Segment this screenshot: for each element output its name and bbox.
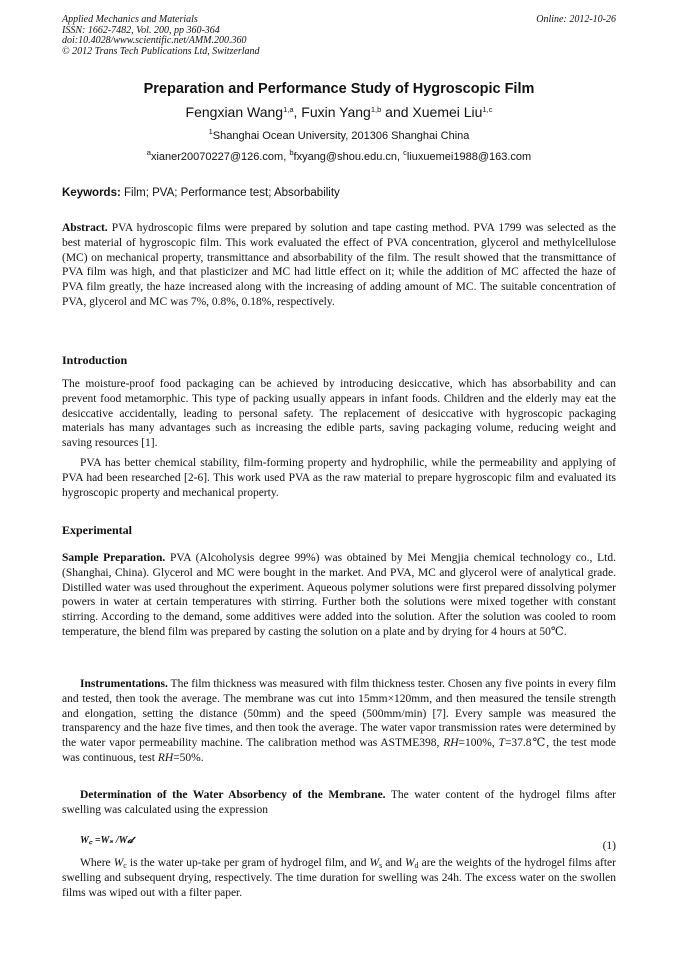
issn-line: ISSN: 1662-7482, Vol. 200, pp 360-364: [62, 24, 220, 36]
copyright-line: © 2012 Trans Tech Publications Ltd, Switzerland: [62, 45, 260, 57]
section-heading-introduction: Introduction: [62, 353, 128, 367]
sample-preparation-text: PVA (Alcoholysis degree 99%) was obtained by Mei Mengjia chemical technology co., Ltd. (Shanghai, China). Glycerol and MC were bought in the market. And PVA, MC and glycerol were of analytical grade. Distilled water was used throughout the experiment. Aqueous polymer solutions were first prepared dissolving polymer powers in water at certain temperatures with stirring. Further both the solutions were mixed together with constant stirring. According to the demand, some additives were added into the solution. After the solution was cooled to room temperature, the blend film was prepared by casting the solution on a plate and by drying for 4 hours at 50℃.: [62, 552, 616, 638]
journal-name: Applied Mechanics and Materials: [62, 14, 198, 25]
wd-subscript: d: [414, 861, 419, 870]
author-separator: and: [381, 104, 413, 120]
wc-subscript: c: [123, 861, 127, 870]
email-mark: c: [403, 148, 407, 157]
water-absorbency-label: Determination of the Water Absorbency of the Membrane.: [80, 789, 386, 801]
author-affil-mark: 1,b: [370, 105, 382, 114]
author-name: Fengxian Wang: [185, 104, 284, 120]
t-symbol: T: [498, 737, 505, 750]
ws-symbol: W: [369, 857, 380, 869]
email-separator: ,: [397, 151, 404, 163]
instrumentations-paragraph: [62, 677, 616, 766]
rh-symbol: RH: [443, 737, 459, 750]
email-list: [62, 148, 616, 163]
doi-line: doi:10.4028/www.scientific.net/AMM.200.360: [62, 35, 247, 46]
water-absorbency-paragraph: [62, 788, 616, 818]
equation-number: (1): [602, 840, 616, 852]
abstract-text: PVA hydroscopic films were prepared by solution and tape casting method. PVA 1799 was selected as the best material of hygroscopic film. This work evaluated the effect of PVA concentration, glycerol and methylcellulose (MC) on mechanical property, transmittance and absorbability of the film. The result showed that the transmittance of PVA film was high, and that plasticizer and MC had little effect on it; while the addition of MC affected the haze of PVA film greatly, the haze increased along with the increasing of adding amount of MC. The suitable concentration of PVA, glycerol and MC was 7%, 0.8%, 0.18%, respectively.: [62, 222, 616, 308]
keywords-label: Keywords:: [62, 187, 121, 199]
explanation-text: Where: [80, 857, 114, 869]
author-separator: ,: [293, 104, 302, 120]
instrumentations-text: =50%.: [173, 751, 204, 764]
explanation-text: is the water up-take per gram of hydrogel film, and: [126, 857, 370, 869]
affiliation: [62, 127, 616, 142]
instrumentations-label: Instrumentations.: [80, 678, 168, 690]
instrumentations-text: =100%,: [458, 737, 499, 750]
running-header: [62, 15, 616, 57]
intro-paragraph-2: PVA has better chemical stability, film-forming property and hydrophilic, while the permeability and applying of PVA had been researched [2-6]. This work used PVA as the raw material to prepare hygroscopic film and evaluated its hygroscopic property and mechanical property.: [62, 457, 616, 499]
online-date: Online: 2012-10-26: [536, 14, 616, 25]
instrumentations-text: The film thickness was measured with film thickness tester. Chosen any five points in every film and tested, then took the average. The membrane was cut into 15mm×120mm, and then measured the tensile strength and elongation, setting the distance (50mm) and the speed (500mm/min) [7]. Every sample was measured the transparency and the haze five times, and then took the average. The water vapor transmission rates were determined by the water vapor permeability machine. The calibration method was ASTME398,: [62, 678, 616, 750]
rh-symbol: RH: [157, 751, 174, 764]
wd-symbol: W: [404, 857, 415, 869]
explanation-text: and: [382, 857, 405, 869]
instrumentations-text: =37.8℃, the test mode was continuous, test: [62, 737, 617, 764]
sample-preparation-paragraph: [62, 551, 616, 640]
email-mark: a: [146, 148, 151, 157]
email-link[interactable]: liuxuemei1988@163.com: [406, 151, 532, 163]
affiliation-mark: 1: [208, 127, 213, 136]
keywords-text: Film; PVA; Performance test; Absorbability: [120, 187, 340, 199]
intro-paragraph-1: The moisture-proof food packaging can be achieved by introducing desiccative, which has absorbability and can prevent food metamorphic. This type of packing usually appears in infant foods. Children and the elderly may eat the desiccative accidentally, leading to personal safety. The replacement of desiccative with hygroscopic packaging materials has many advantages such as increasing the edible parts, saving packaging volume, reducing weight and saving resources [1].: [62, 378, 616, 450]
equation-1: W꜀ =Wₛ /W𝒹: [80, 835, 133, 846]
email-link[interactable]: fxyang@shou.edu.cn: [293, 151, 398, 163]
wc-symbol: W: [113, 857, 124, 869]
email-link[interactable]: xianer20070227@126.com: [150, 151, 284, 163]
paper-title: Preparation and Performance Study of Hygroscopic Film: [143, 81, 535, 97]
abstract-label: Abstract.: [62, 222, 108, 234]
email-separator: ,: [283, 151, 290, 163]
author-affil-mark: 1,c: [482, 105, 493, 114]
author-name: Fuxin Yang: [301, 104, 371, 120]
water-absorbency-text: The water content of the hydrogel films after swelling was calculated using the expression: [62, 789, 616, 816]
ws-subscript: s: [379, 861, 383, 870]
section-heading-experimental: Experimental: [62, 523, 132, 537]
equation-explanation-paragraph: [62, 856, 616, 900]
explanation-text: are the weights of the hydrogel films after swelling and subsequent drying, respectively. The time duration for swelling was 24h. The excess water on the swollen films was wiped out with a filter paper.: [62, 857, 616, 899]
email-mark: b: [289, 148, 294, 157]
sample-preparation-label: Sample Preparation.: [62, 552, 166, 564]
author-affil-mark: 1,a: [283, 105, 294, 114]
abstract: [62, 221, 616, 310]
author-list: [62, 104, 616, 120]
author-name: Xuemei Liu: [412, 104, 483, 120]
affiliation-text: Shanghai Ocean University, 201306 Shanghai China: [212, 130, 470, 142]
keywords: [62, 187, 616, 199]
